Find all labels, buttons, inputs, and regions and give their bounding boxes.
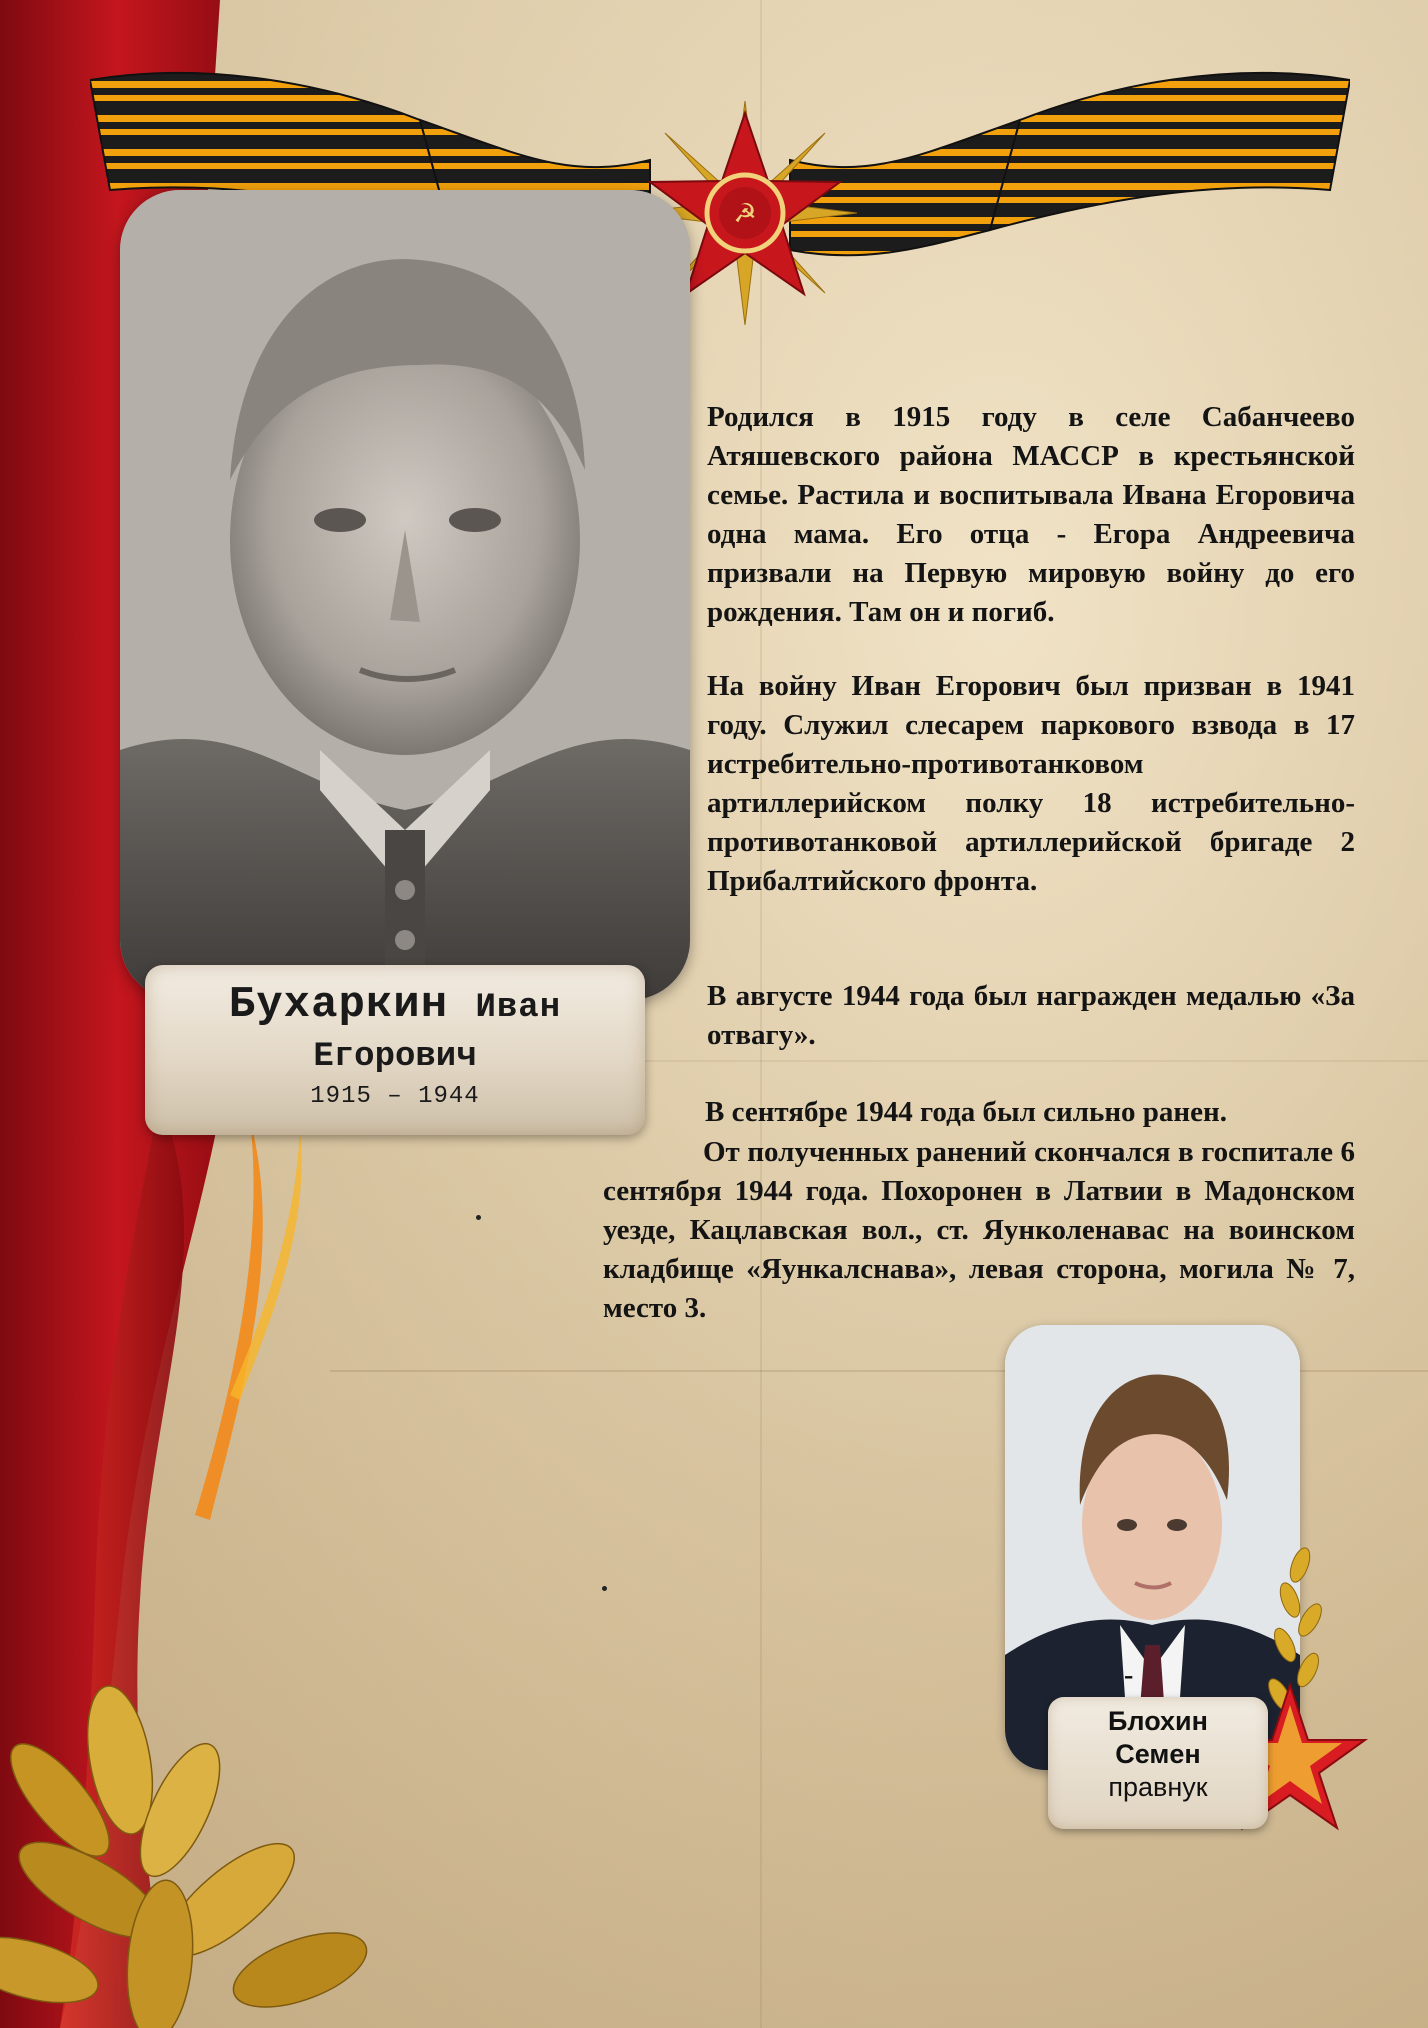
author-name-plate [1048,1697,1268,1829]
bio-paragraph-4-rest: От полученных ранений скончался в госпитале 6 сентября 1944 года. Похоронен в Латвии в Мадонском уезде, Кацлавская вол., ст. Яунколенавас на воинском кладбище «Яункалснава», левая сторона, могила № 7, место 3. [603,1136,1355,1324]
soldier-given-name: Иван [475,989,562,1027]
bio-paragraph-2: На войну Иван Егорович был призван в 1941 году. Служил слесарем паркового взвода в 17 истребительно-противотанковом артиллерийском полку 18 истребительно-противотанковой артиллерийской бригаде 2 Прибалтийского фронта. [707,670,1355,897]
author-relation: правнук [1108,1772,1208,1802]
soldier-portrait-photo [120,190,690,1000]
decorative-dot [602,1586,607,1591]
author-given-name: Семен [1115,1739,1201,1769]
author-surname: Блохин [1108,1706,1208,1736]
soldier-life-years: 1915 – 1944 [310,1083,480,1110]
decorative-dot [476,1215,481,1220]
dash-mark: - [1124,1660,1134,1691]
bio-paragraph-3: В августе 1944 года был награжден медалью «За отвагу». [707,980,1355,1051]
soldier-patronymic: Егорович [313,1038,477,1076]
soldier-name-plate [145,965,645,1135]
laurel-branch-decoration [0,1640,420,2028]
bio-paragraph-4-first: В сентябре 1944 года был сильно ранен. [705,1096,1227,1128]
soldier-surname: Бухаркин [228,980,449,1030]
bio-paragraph-1: Родился в 1915 году в селе Сабанчеево Атяшевского района МАССР в крестьянской семье. Растила и воспитывала Ивана Егоровича одна мама. Его отца - Егора Андреевича призвали на Первую мировую войну до его рождения. Там он и погиб. [707,401,1355,628]
soldier-full-name-line1 [145,979,645,1034]
svg-text:☭: ☭ [733,199,757,229]
